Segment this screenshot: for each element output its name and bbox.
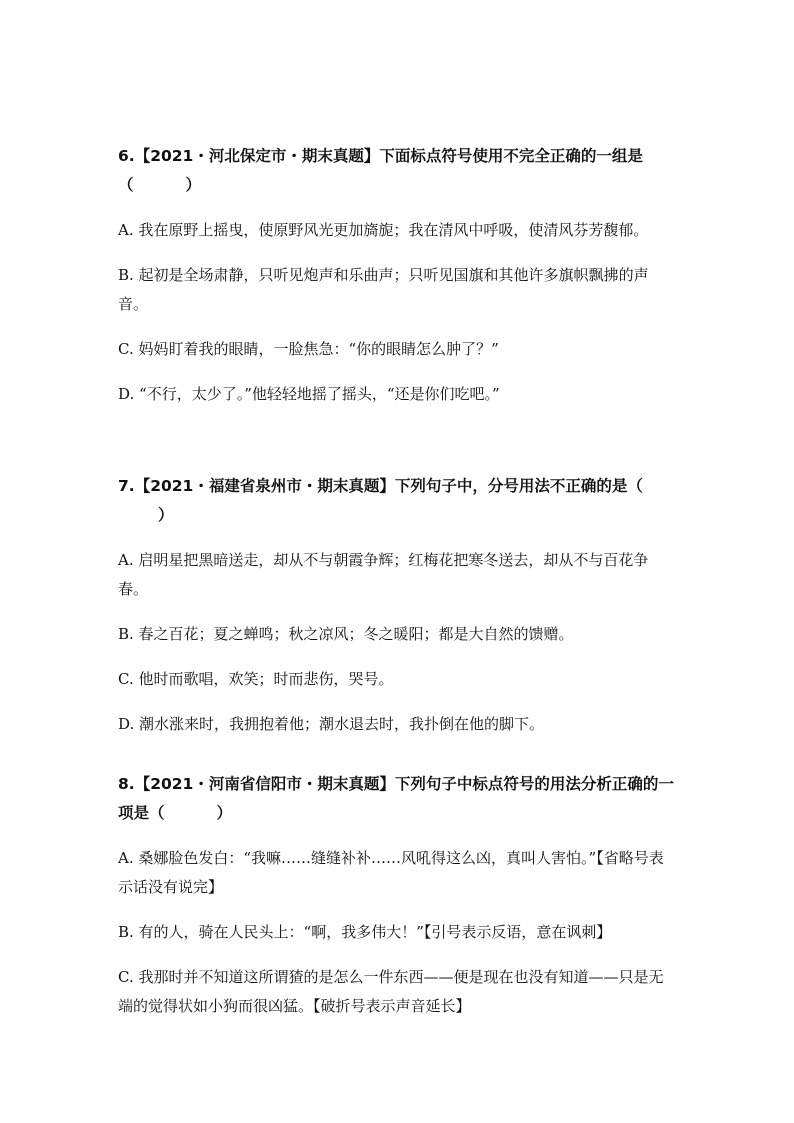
question-8 <box>118 770 678 1021</box>
question-7 <box>118 472 678 739</box>
option-d: D. “不行，太少了。”他轻轻地摇了摇头，“还是你们吃吧。” <box>118 385 500 403</box>
question-text: 【2021・福建省泉州市・期末真题】下列句子中，分号用法不正确的是 <box>134 477 628 495</box>
option-b: B. 有的人，骑在人民头上：“啊，我多伟大！”【引号表示反语，意在讽刺】 <box>118 923 612 941</box>
question-number: 6. <box>118 147 135 165</box>
option-a: A. 桑娜脸色发白：“我嘛……缝缝补补……风吼得这么凶，真叫人害怕。”【省略号表示话没有说完】 <box>118 849 664 896</box>
option-a: A. 启明星把黑暗送走，却从不与朝霞争辉；红梅花把寒冬送去，却从不与百花争春。 <box>118 551 649 598</box>
option-c: C. 他时而歌唱，欢笑；时而悲伤，哭号。 <box>118 670 394 688</box>
answer-paren-open: （ <box>627 477 643 495</box>
question-number: 7. <box>118 477 135 495</box>
answer-paren-open: （ <box>118 176 134 194</box>
answer-paren-close: ） <box>216 804 233 822</box>
answer-paren-close: ） <box>185 176 202 194</box>
option-c: C. 我那时并不知道这所谓猹的是怎么一件东西——便是现在也没有知道——只是无端的觉得状如小狗而很凶猛。【破折号表示声音延长】 <box>118 968 664 1015</box>
question-stem <box>118 142 678 200</box>
question-stem <box>118 472 678 530</box>
question-text: 【2021・河南省信阳市・期末真题】下列句子中标点符号的用法分析正确的一项是 <box>118 775 674 822</box>
question-6 <box>118 142 678 409</box>
option-c: C. 妈妈盯着我的眼睛，一脸焦急：“你的眼睛怎么肿了？” <box>118 340 499 358</box>
question-stem <box>118 770 678 828</box>
question-number: 8. <box>118 775 135 793</box>
option-a: A. 我在原野上摇曳，使原野风光更加旖旎；我在清风中呼吸，使清风芬芳馥郁。 <box>118 221 649 239</box>
question-text: 【2021・河北保定市・期末真题】下面标点符号使用不完全正确的一组是 <box>134 147 643 165</box>
answer-paren-close: ） <box>158 506 174 524</box>
option-b: B. 起初是全场肃静，只听见炮声和乐曲声；只听见国旗和其他许多旗帜飘拂的声音。 <box>118 266 649 313</box>
option-d: D. 潮水涨来时，我拥抱着他；潮水退去时，我扑倒在他的脚下。 <box>118 715 545 733</box>
answer-paren-open: （ <box>149 804 165 822</box>
option-b: B. 春之百花；夏之蝉鸣；秋之凉风；冬之暖阳；都是大自然的馈赠。 <box>118 625 574 643</box>
